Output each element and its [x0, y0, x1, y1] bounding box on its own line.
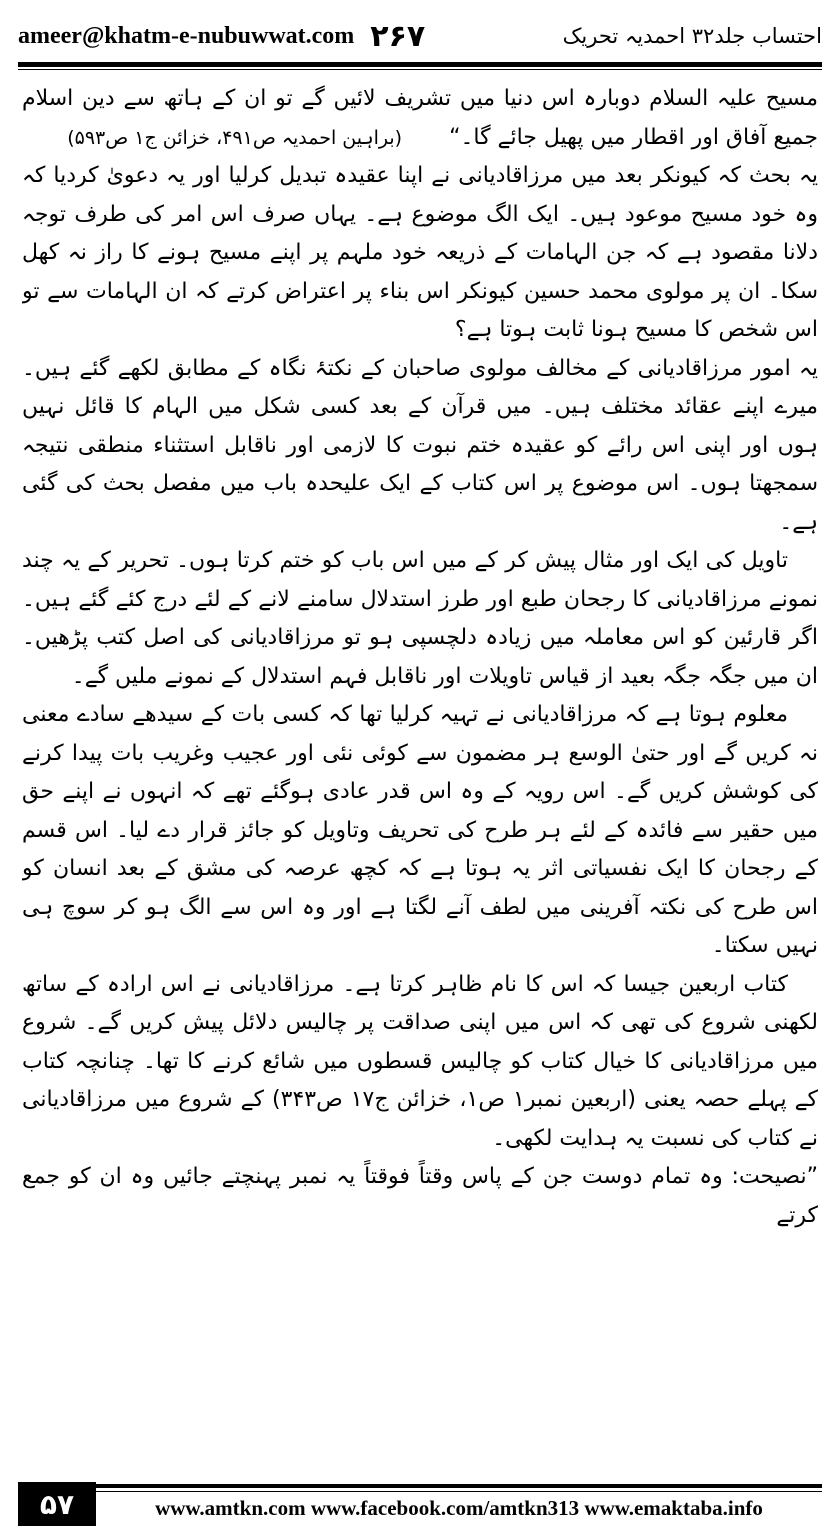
- paragraph-5: معلوم ہوتا ہے کہ مرزاقادیانی نے تہیہ کرلیا تھا کہ کسی بات کے سیدھے سادے معنی نہ کریں گے اور حتیٰ الوسع ہر مضمون سے کوئی نئی اور عجیب وغریب بات پیدا کرنے کی کوشش کریں گے۔ اس رویہ کے وہ اس قدر عادی ہوگئے تھے کہ انہوں نے اپنے حق میں حقیر سے فائدہ کے لئے ہر طرح کی تحریف وتاویل کو جائز قرار دے لیا۔ اس قسم کے رجحان کا ایک نفسیاتی اثر یہ ہوتا ہے کہ کچھ عرصہ کی مشق کے بعد انسان کو اس طرح کی نکتہ آفرینی میں لطف آنے لگتا ہے اور وہ اس سے الگ ہو کر سوچ ہی نہیں سکتا۔: [22, 702, 818, 958]
- header-email: ameer@khatm-e-nubuwwat.com: [18, 22, 355, 49]
- paragraph-7: ”نصیحت: وہ تمام دوست جن کے پاس وقتاً فوقتاً یہ نمبر پہنچتے جائیں وہ ان کو جمع کرتے: [22, 1164, 818, 1228]
- header-left: [18, 19, 425, 54]
- header-rule-thin: [18, 69, 822, 70]
- paragraph-4: تاویل کی ایک اور مثال پیش کر کے میں اس باب کو ختم کرتا ہوں۔ تحریر کے یہ چند نمونے مرزاقادیانی کا رجحان طبع اور طرز استدلال سامنے لانے کے لئے درج کئے گئے ہیں۔ اگر قارئین کو اس معاملہ میں زیادہ دلچسپی ہو تو مرزاقادیانی کی اصل کتب پڑھیں۔ ان میں جگہ جگہ بعید از قیاس تاویلات اور ناقابل فہم استدلال کے نمونے ملیں گے۔: [22, 548, 818, 689]
- header-rule-thick: [18, 62, 822, 67]
- footer-page-number: ۵۷: [18, 1482, 96, 1526]
- footer-urls: www.amtkn.com www.facebook.com/amtkn313 www.emaktaba.info: [155, 1496, 763, 1520]
- paragraph-1-text: مسیح علیہ السلام دوبارہ اس دنیا میں تشریف لائیں گے تو ان کے ہاتھ سے دین اسلام جمیع آفاق اور اقطار میں پھیل جائے گا۔“: [22, 86, 818, 150]
- paragraph-3: یہ امور مرزاقادیانی کے مخالف مولوی صاحبان کے نکتۂ نگاہ کے مطابق لکھے گئے ہیں۔ میرے اپنے عقائد مختلف ہیں۔ میں قرآن کے بعد کسی شکل میں الہام کا قائل نہیں ہوں اور اپنی اس رائے کو عقیدہ ختم نبوت کا لازمی اور ناقابل استثناء منطقی نتیجہ سمجھتا ہوں۔ اس موضوع پر اس کتاب کے ایک علیحدہ باب میں مفصل بحث کی گئی ہے۔: [22, 355, 818, 535]
- paragraph-1: [22, 80, 818, 157]
- header-page-number: ۲۶۷: [370, 18, 426, 54]
- page-header: [18, 16, 822, 56]
- header-book-title: احتساب جلد۳۲ احمدیہ تحریک: [562, 24, 822, 48]
- footer-rule-thick: [96, 1484, 822, 1488]
- paragraph-6: کتاب اربعین جیسا کہ اس کا نام ظاہر کرتا ہے۔ مرزاقادیانی نے اس ارادہ کے ساتھ لکھنی شروع کی تھی کہ اس میں اپنی صداقت پر چالیس دلائل پیش کریں گے۔ شروع میں مرزاقادیانی کا خیال کتاب کو چالیس قسطوں میں شائع کرنے کا تھا۔ چنانچہ کتاب کے پہلے حصہ یعنی (اربعین نمبر۱ ص۱، خزائن ج۱۷ ص۳۴۳) کے شروع میں مرزاقادیانی نے کتاب کی نسبت یہ ہدایت لکھی۔: [22, 971, 818, 1151]
- body-text: [22, 80, 818, 1460]
- citation: (براہین احمدیہ ص۴۹۱، خزائن ج۱ ص۵۹۳): [67, 126, 403, 149]
- footer-rule-thin: [96, 1491, 822, 1492]
- paragraph-2: یہ بحث کہ کیونکر بعد میں مرزاقادیانی نے اپنا عقیدہ تبدیل کرلیا اور یہ دعویٰ کردیا کہ وہ خود مسیح موعود ہیں۔ ایک الگ موضوع ہے۔ یہاں صرف اس امر کی طرف توجہ دلانا مقصود ہے کہ جن الہامات کے ذریعہ خود ملہم پر اپنے مسیح ہونے کا راز نہ کھل سکا۔ ان پر مولوی محمد حسین کیونکر اس بناء پر اعتراض کرتے کہ ان الہامات سے تو اس شخص کا مسیح ہونا ثابت ہوتا ہے؟: [22, 163, 818, 342]
- footer-right: [96, 1482, 822, 1526]
- page-footer: [18, 1482, 822, 1526]
